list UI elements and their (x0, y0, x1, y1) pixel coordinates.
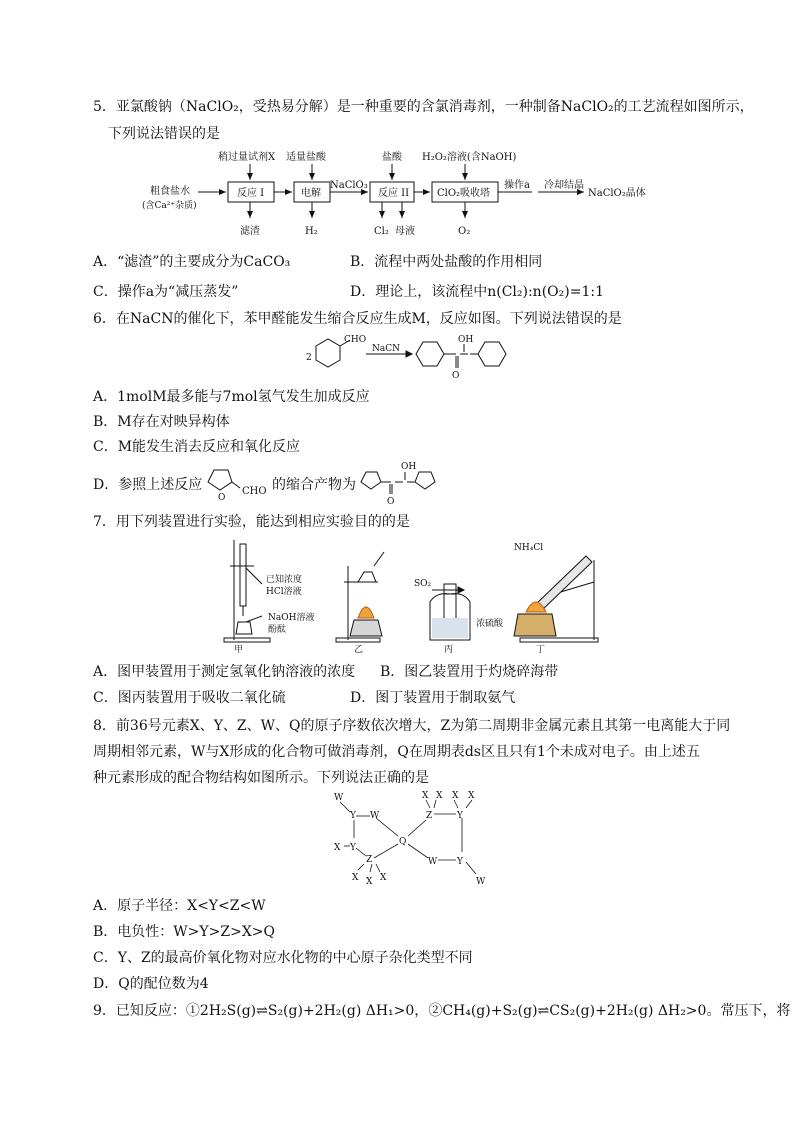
q6-option-b[interactable]: B．M存在对映异构体 (93, 414, 230, 430)
atom-x6: X (436, 791, 443, 801)
jia-known-conc: 已知浓度 (266, 575, 303, 585)
q5-stem-line1: 5．亚氯酸钠（NaClO₂，受热易分解）是一种重要的含氯消毒剂，一种制备NaClO₂的工艺流程如图所示， (93, 99, 754, 115)
furfural-cho: CHO (242, 486, 267, 497)
q7-option-d[interactable]: D．图丁装置用于制取氨气 (350, 690, 516, 706)
caption-ding: 丁 (536, 645, 546, 654)
q6-option-c[interactable]: C．M能发生消去反应和氧化反应 (93, 439, 301, 455)
q8-option-d[interactable]: D．Q的配位数为4 (93, 976, 209, 992)
q5-option-b[interactable]: B．流程中两处盐酸的作用相同 (350, 254, 543, 270)
q9-equation-2: CH₄(g)+S₂(g)⇌CS₂(g)+2H₂(g) ΔH₂>0。常压下，将 (442, 1003, 791, 1019)
atom-z1: Z (366, 855, 373, 865)
atom-q: Q (399, 837, 407, 847)
q9-circle-2: ② (428, 1003, 443, 1019)
q7-option-a[interactable]: A．图甲装置用于测定氢氧化钠溶液的浓度 (93, 664, 356, 680)
atom-y2: Y (350, 843, 356, 853)
rxn-cho: CHO (344, 335, 367, 345)
flow-reagent-hcl1: 适量盐酸 (286, 152, 326, 163)
flow-reagent-hcl2: 盐酸 (382, 152, 402, 163)
flow-box-absorber: ClO₂吸收塔 (437, 188, 491, 199)
q8-stem-line3: 种元素形成的配合物结构如图所示。下列说法正确的是 (93, 770, 429, 786)
flow-product: NaClO₂晶体 (588, 188, 646, 199)
jia-phenolphthalein: 酚酞 (268, 625, 287, 635)
flow-cool-crystallize: 冷却结晶 (544, 180, 584, 191)
q8-stem-line1: 8．前36号元素X、Y、Z、W、Q的原子序数依次增大，Z为第二周期非金属元素且其第一电离能大于同 (93, 718, 731, 734)
jia-naoh: NaOH溶液 (268, 613, 315, 623)
atom-z2: Z (426, 811, 433, 821)
flow-out-cl2: Cl₂ (374, 226, 389, 237)
rxn-coefficient: 2 (306, 353, 312, 363)
rxn-oh: OH (458, 335, 474, 345)
caption-bing: 丙 (444, 645, 454, 654)
atom-w1: W (334, 793, 344, 803)
flow-input: 粗食盐水 (150, 186, 190, 197)
caption-jia: 甲 (234, 645, 244, 654)
atom-y4: Y (457, 857, 463, 867)
atom-x5: X (422, 791, 429, 801)
flow-out-mother-liquor: 母液 (395, 226, 415, 237)
q6-option-d-prefix[interactable]: D．参照上述反应 (93, 477, 203, 493)
q6-option-d-middle: 的缩合产物为 (272, 477, 356, 493)
rxn-catalyst: NaCN (372, 344, 401, 354)
atom-x3: X (366, 877, 373, 887)
q8-option-b[interactable]: B．电负性：W>Y>Z>X>Q (93, 924, 276, 940)
flow-naclo3: NaClO₃ (330, 180, 368, 191)
q7-stem: 7．用下列装置进行实验，能达到相应实验目的的是 (93, 514, 410, 530)
flow-out-residue: 滤渣 (240, 226, 260, 237)
jia-hcl: HCl溶液 (266, 587, 302, 597)
flow-input-note: (含Ca²⁺杂质) (142, 201, 197, 211)
q8-option-a[interactable]: A．原子半径：X<Y<Z<W (93, 898, 266, 914)
q7-apparatus-figure (218, 536, 602, 654)
q7-option-b[interactable]: B．图乙装置用于灼烧碎海带 (380, 664, 559, 680)
bing-h2so4: 浓硫酸 (476, 619, 504, 629)
q9-stem-prefix: 9．已知反应： (93, 1003, 186, 1019)
q8-option-c[interactable]: C．Y、Z的最高价氧化物对应水化物的中心原子杂化类型不同 (93, 950, 473, 966)
atom-x4: X (380, 873, 387, 883)
atom-w3: W (428, 857, 438, 867)
q6-reaction-scheme (298, 334, 520, 382)
q7-option-c[interactable]: C．图丙装置用于吸收二氧化硫 (93, 690, 286, 706)
flow-reagent-h2o2: H₂O₂溶液(含NaOH) (422, 152, 517, 163)
q8-complex-structure (326, 790, 496, 890)
q9-equation-1: 2H₂S(g)⇌S₂(g)+2H₂(g) ΔH₁>0， (199, 1003, 429, 1019)
atom-w2: W (370, 811, 380, 821)
flow-box-reaction1: 反应 I (237, 188, 265, 199)
q5-option-c[interactable]: C．操作a为“减压蒸发” (93, 284, 239, 300)
q5-option-a[interactable]: A．“滤渣”的主要成分为CaCO₃ (93, 254, 291, 270)
q5-option-d[interactable]: D．理论上，该流程中n(Cl₂):n(O₂)=1:1 (350, 284, 604, 300)
rxn-o: O (452, 371, 460, 381)
caption-yi: 乙 (354, 645, 364, 654)
q6-stem: 6．在NaCN的催化下，苯甲醛能发生缩合反应生成M，反应如图。下列说法错误的是 (93, 311, 622, 327)
flow-out-h2: H₂ (305, 226, 318, 237)
atom-y3: Y (457, 811, 463, 821)
furoin-o: O (387, 497, 395, 506)
bing-so2: SO₂ (414, 579, 432, 589)
q5-process-flow-diagram (140, 146, 670, 242)
q6-furoin-structure (357, 458, 443, 506)
q8-stem-line2: 周期相邻元素，W与X形成的化合物可做消毒剂，Q在周期表ds区且只有1个未成对电子。由上述五 (93, 744, 700, 760)
atom-x2: X (352, 873, 359, 883)
ding-nh4cl: NH₄Cl (514, 543, 544, 553)
q6-option-a[interactable]: A．1molM最多能与7mol氢气发生加成反应 (93, 389, 370, 405)
atom-x1: X (334, 843, 341, 853)
atom-y1: Y (350, 811, 356, 821)
flow-box-electrolysis: 电解 (301, 188, 321, 199)
atom-w4: W (476, 877, 486, 887)
furoin-oh: OH (401, 462, 417, 472)
flow-operation-a: 操作a (504, 180, 530, 191)
flow-out-o2: O₂ (458, 226, 471, 237)
atom-x7: X (452, 791, 459, 801)
svg-text:O: O (218, 493, 226, 502)
q6-furfural-structure (202, 462, 270, 502)
flow-box-reaction2: 反应 II (378, 188, 410, 199)
atom-x8: X (468, 791, 475, 801)
q5-stem-line2: 下列说法错误的是 (108, 126, 220, 142)
q9-stem (93, 1001, 790, 1021)
q9-circle-1: ① (185, 1003, 200, 1019)
flow-reagent-x: 稍过量试剂X (218, 152, 276, 163)
